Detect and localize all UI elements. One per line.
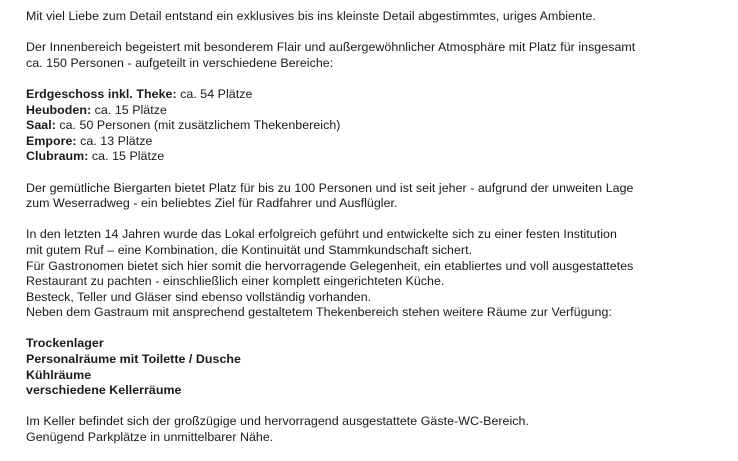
area-value: ca. 15 Plätze — [91, 102, 167, 117]
area-item — [26, 87, 732, 103]
intro-paragraph — [26, 9, 732, 25]
room-item: verschiedene Kellerräume — [26, 383, 182, 398]
area-item — [26, 103, 732, 119]
history-line-5: Besteck, Teller und Gläser sind ebenso vollständig vorhanden. — [26, 289, 372, 304]
listing-description — [26, 9, 732, 461]
interior-line-2: ca. 150 Personen - aufgeteilt in verschiedene Bereiche: — [26, 55, 334, 70]
area-item — [26, 118, 732, 134]
history-line-2: mit gutem Ruf – eine Kombination, die Kontinuität und Stammkundschaft sichert. — [26, 242, 473, 257]
area-item — [26, 149, 732, 165]
area-label: Erdgeschoss inkl. Theke: — [26, 86, 177, 101]
room-item: Kühlräume — [26, 367, 92, 382]
history-line-1: In den letzten 14 Jahren wurde das Lokal erfolgreich geführt und entwickelte sich zu einer festen Institution — [26, 227, 617, 242]
interior-line-1: Der Innenbereich begeistert mit besonderem Flair und außergewöhnlicher Atmosphäre mit Platz für insgesamt — [26, 40, 636, 55]
beergarden-line-2: zum Weserradweg - ein beliebtes Ziel für Radfahrer und Ausflügler. — [26, 196, 398, 211]
beergarden-line-1: Der gemütliche Biergarten bietet Platz für bis zu 100 Personen und ist seit jeher - aufgrund der unweiten Lage — [26, 180, 634, 195]
history-line-6: Neben dem Gastraum mit ansprechend gestaltetem Thekenbereich stehen weitere Räume zur Verfügung: — [26, 305, 612, 320]
cellar-line-2: Genügend Parkplätze in unmittelbarer Nähe. — [26, 430, 274, 445]
area-value: ca. 15 Plätze — [88, 149, 165, 164]
cellar-line-1: Im Keller befindet sich der großzügige und hervorragend ausgestattete Gäste-WC-Bereich. — [26, 414, 529, 429]
area-value: ca. 54 Plätze — [176, 86, 253, 101]
beergarden-paragraph — [26, 181, 732, 212]
area-value: ca. 13 Plätze — [76, 133, 153, 148]
area-value: ca. 50 Personen (mit zusätzlichem Thekenbereich) — [55, 118, 341, 133]
area-label: Clubraum: — [26, 149, 89, 164]
area-label: Heuboden: — [26, 102, 92, 117]
history-line-3: Für Gastronomen bietet sich hier somit die hervorragende Gelegenheit, ein etabliertes und voll ausgestattetes — [26, 258, 634, 273]
cellar-paragraph — [26, 414, 732, 445]
intro-line: Mit viel Liebe zum Detail entstand ein exklusives bis ins kleinste Detail abgestimmtes, uriges Ambiente. — [26, 9, 596, 23]
history-paragraph — [26, 227, 732, 321]
room-item: Trockenlager — [26, 336, 104, 351]
areas-list — [26, 87, 732, 165]
area-item — [26, 134, 732, 150]
rooms-list — [26, 336, 732, 398]
area-label: Empore: — [26, 133, 77, 148]
interior-paragraph — [26, 40, 732, 71]
room-item: Personalräume mit Toilette / Dusche — [26, 352, 241, 367]
history-line-4: Restaurant zu pachten - einschließlich einer komplett eingerichteten Küche. — [26, 274, 445, 289]
area-label: Saal: — [26, 118, 56, 133]
